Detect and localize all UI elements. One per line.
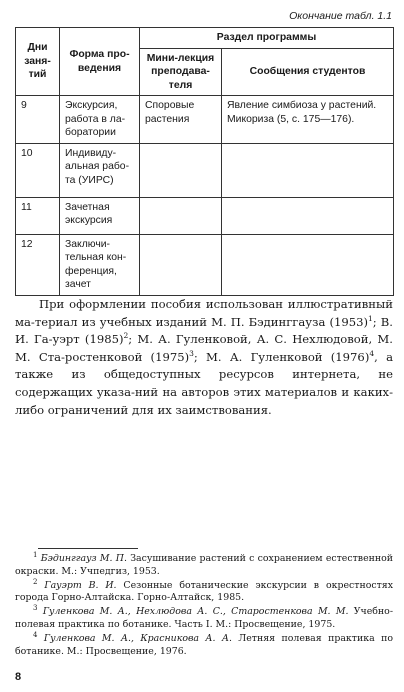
cell-day: 9: [16, 96, 60, 144]
footnote-author: Бэдинггауз М. П.: [40, 553, 127, 564]
footnote-ref: 1: [368, 313, 373, 323]
footnote-text: Сезонные ботанические экскурсии в окрестностях города Горно-Алтайска. Горно-Алтайск, 1985.: [15, 579, 393, 604]
paragraph-text: , а также из общедоступных ресурсов интернета, не содержащих указа-ний на авторов этих материалов и каких-либо ограничений для их заимствования.: [15, 349, 393, 417]
cell-day: 11: [16, 197, 60, 234]
footnote-number: 2: [33, 577, 38, 586]
cell-lecture: [140, 143, 222, 197]
footnote: [15, 630, 393, 658]
footnote: [15, 606, 393, 631]
program-table: [15, 27, 394, 296]
footnote-number: 3: [33, 604, 38, 613]
cell-form: Индивиду-альная рабо-та (УИРС): [60, 143, 140, 197]
cell-lecture: Споровые растения: [140, 96, 222, 144]
footnote-text: Летняя полевая практика по ботанике. М.: Просвещение, 1976.: [15, 633, 393, 657]
table-caption: Окончание табл. 1.1: [289, 10, 392, 22]
cell-reports: Явление симбиоза у растений. Микориза (5, с. 175—176).: [222, 96, 394, 144]
cell-reports: [222, 143, 394, 197]
cell-form: Экскурсия, работа в ла-боратории: [60, 96, 140, 144]
footnote-number: 1: [33, 550, 38, 559]
table-row: [16, 234, 394, 295]
footnote: [15, 577, 393, 605]
footnote-ref: 2: [123, 331, 129, 341]
header-days: Дни заня-тий: [16, 28, 60, 96]
cell-lecture: [140, 234, 222, 295]
body-paragraph: [15, 296, 393, 419]
paragraph-text: ; М. А. Гуленковой (1976): [193, 349, 370, 364]
header-lecture: Мини-лекция преподава-теля: [140, 48, 222, 96]
footnote-author: Гуленкова М. А., Красникова А. А.: [43, 633, 233, 645]
header-row: [16, 28, 394, 49]
footnote-author: Гауэрт В. И.: [44, 579, 117, 591]
table-row: [16, 143, 394, 197]
cell-form: Зачетная экскурсия: [60, 197, 140, 234]
cell-reports: [222, 234, 394, 295]
footnote-text: Засушивание растений с сохранением естественной окраски. М.: Учпедгиз, 1953.: [15, 553, 394, 577]
table-row: [16, 197, 394, 234]
paragraph-text: ; В. И. Га-уэрт (1985): [15, 314, 393, 347]
footnote-divider: [38, 548, 138, 549]
footnote-ref: 4: [369, 348, 375, 358]
cell-day: 10: [16, 143, 60, 197]
table-row: [16, 96, 394, 144]
cell-lecture: [140, 197, 222, 234]
header-section: Раздел программы: [140, 28, 394, 49]
cell-day: 12: [16, 234, 60, 295]
paragraph-text: ; М. А. Гуленковой, А. С. Нехлюдовой, М. М. Ста-ростенковой (1975): [15, 332, 393, 364]
footnote-ref: 3: [189, 348, 194, 358]
header-reports: Сообщения студентов: [222, 48, 394, 96]
footnote: [15, 550, 394, 578]
footnote-text: Учебно-полевая практика по ботанике. Часть I. М.: Просвещение, 1975.: [15, 606, 393, 630]
footnotes: [15, 550, 394, 660]
cell-form: Заключи-тельная кон-ференция, зачет: [60, 234, 140, 295]
paragraph-text: При оформлении пособия использован иллюстративный ма-териал из учебных изданий М. П. Бэдинггауза (1953): [15, 297, 393, 329]
header-form: Форма про-ведения: [60, 28, 140, 96]
footnote-number: 4: [33, 630, 38, 639]
cell-reports: [222, 197, 394, 234]
footnote-author: Гуленкова М. А., Нехлюдова А. С., Старостенкова М. М.: [42, 606, 349, 618]
page-number: 8: [15, 671, 22, 683]
